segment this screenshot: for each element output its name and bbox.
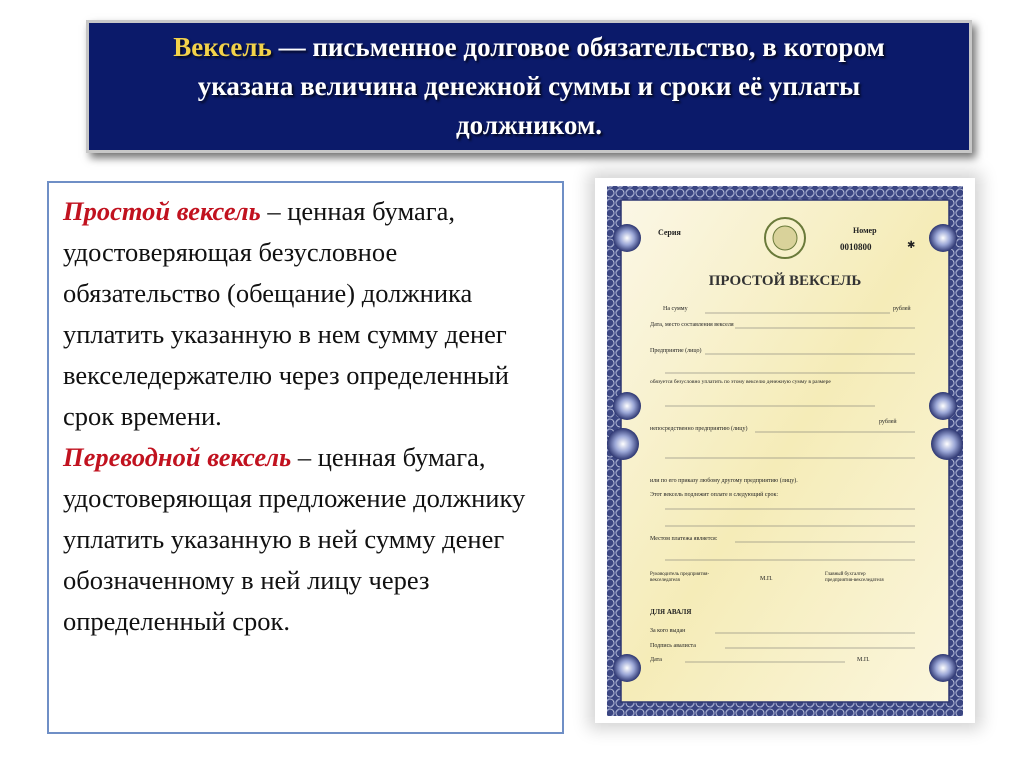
rosette-ornament [929, 224, 957, 252]
header-banner [86, 20, 972, 153]
number-value: 0010800 [840, 242, 872, 252]
rosette-ornament [929, 392, 957, 420]
form-line-text: или по его приказу любому другому предприятию (лицу). [650, 478, 798, 484]
rosette-ornament [613, 392, 641, 420]
form-line-text: За кого выдан [650, 628, 686, 634]
number-label: Номер [853, 226, 877, 235]
form-line-text: Этот вексель подлежит оплате в следующий срок: [650, 492, 779, 498]
form-line-text: обязуется безусловно уплатить по этому векселю денежную сумму в размере [650, 379, 831, 385]
form-line-text: Главный бухгалтер предприятия-векселедателя [825, 572, 884, 583]
definition-transfer-bill [63, 437, 552, 642]
form-line-text: На сумму [663, 306, 688, 312]
header-definition-text: — письменное долговое обязательство, в котором указана величина денежной суммы и сроки её уплаты должником. [197, 32, 885, 140]
rosette-ornament [931, 428, 963, 460]
form-line-text: непосредственно предприятию (лицу) [650, 426, 748, 432]
form-line-text: М.П. [760, 576, 773, 582]
certificate-title: ПРОСТОЙ ВЕКСЕЛЬ [708, 273, 862, 289]
certificate-drawing [595, 178, 975, 723]
form-line-text: М.П. [857, 657, 870, 663]
header-term: Вексель [173, 32, 272, 62]
definition-text: – ценная бумага, удостоверяющая предложение должнику уплатить указанную в ней сумму денег обозначенному в ней лицу через определенный срок. [63, 442, 526, 636]
form-line-text: Подпись авалиста [650, 643, 696, 649]
star-mark: ✱ [907, 240, 916, 251]
rosette-ornament [929, 654, 957, 682]
form-line-text: Руководитель предприятия-векселедателя [650, 572, 710, 583]
form-line-text: ДЛЯ АВАЛЯ [650, 608, 692, 616]
promissory-note-image [595, 178, 975, 723]
rosette-ornament [613, 654, 641, 682]
form-line-text: рублей [879, 419, 897, 425]
series-label: Серия [658, 228, 681, 237]
definition-term: Простой вексель [63, 196, 261, 226]
definition-text: – ценная бумага, удостоверяющая безусловное обязательство (обещание) должника уплатить указанную в нем сумму денег векселедержателю через определенный срок времени. [63, 196, 509, 431]
form-line-text: Предприятие (лицо) [650, 348, 702, 354]
form-line-text: Дата, место составления векселя [650, 322, 734, 328]
header-definition [129, 28, 929, 145]
form-line-text: Дата [650, 657, 662, 663]
rosette-ornament [613, 224, 641, 252]
definitions-box [47, 181, 564, 734]
rosette-ornament [607, 428, 639, 460]
definition-term: Переводной вексель [63, 442, 292, 472]
emblem-seal-center [773, 226, 797, 250]
form-line-text: рублей [893, 306, 911, 312]
form-line-text: Местом платежа является: [650, 536, 718, 542]
definition-simple-bill [63, 191, 552, 437]
